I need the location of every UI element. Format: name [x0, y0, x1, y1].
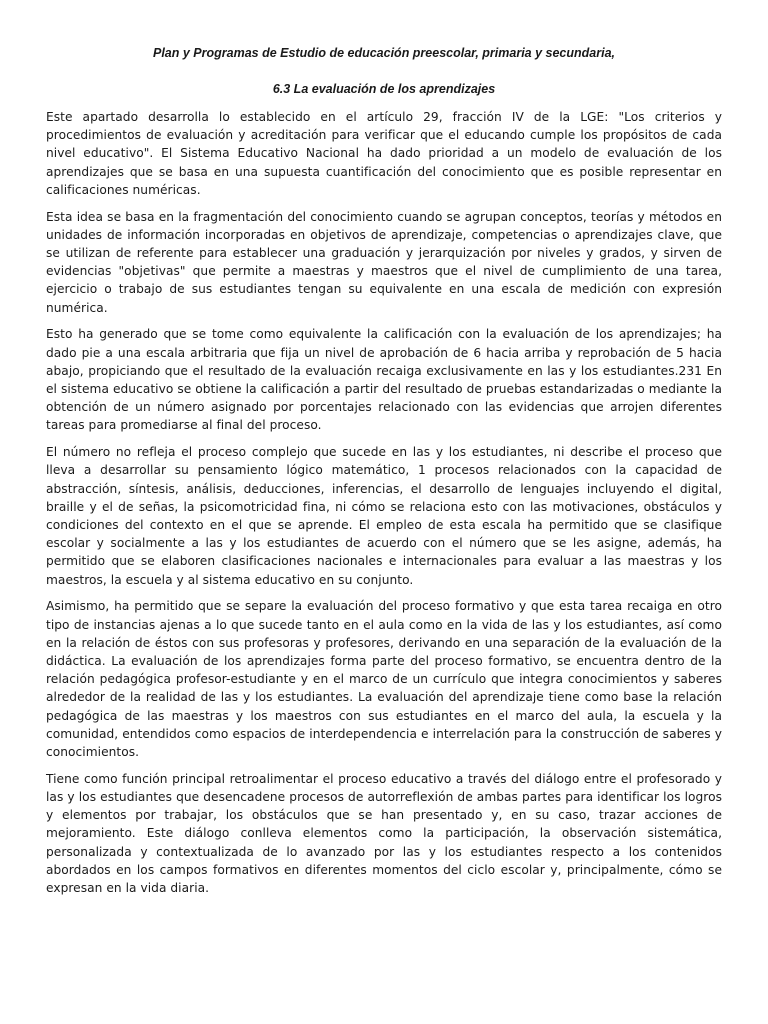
paragraph: Asimismo, ha permitido que se separe la evaluación del proceso formativo y que esta tarea recaiga en otro tipo de instancias ajenas a lo que sucede tanto en el aula como en la vida de las y los estudiantes, así como en la relación de éstos con sus profesoras y profesores, derivando en una separación de la evaluación de la didáctica. La evaluación de los aprendizajes forma parte del proceso formativo, se encuentra dentro de la relación pedagógica profesor-estudiante y en el marco de un currículo que integra conocimientos y saberes alrededor de la realidad de las y los estudiantes. La evaluación del aprendizaje tiene como base la relación pedagógica de las maestras y los maestros con sus estudiantes en el marco del aula, la escuela y la comunidad, entendidos como espacios de interdependencia e interrelación para la construcción de saberes y conocimientos. — [46, 599, 722, 760]
paragraph: Esta idea se basa en la fragmentación del conocimiento cuando se agrupan conceptos, teorías y métodos en unidades de información incorporadas en objetivos de aprendizaje, competencias o aprendizajes clave, que se utilizan de referente para establecer una graduación y jerarquización por niveles y grados, y sirven de evidencias "objetivas" que permite a maestras y maestros que el nivel de cumplimiento de una tarea, ejercicio o trabajo de sus estudiantes tengan su equivalente en una escala de medición con expresión numérica. — [46, 209, 722, 315]
paragraph: Tiene como función principal retroalimentar el proceso educativo a través del diálogo entre el profesorado y las y los estudiantes que desencadene procesos de autorreflexión de ambas partes para identificar los logros y elementos por trabajar, los obstáculos que se han presentado y, en su caso, trazar acciones de mejoramiento. Este diálogo conlleva elementos como la participación, la observación sistemática, personalizada y contextualizada de lo avanzado por las y los estudiantes respecto a los contenidos abordados en los campos formativos en diferentes momentos del ciclo escolar y, principalmente, cómo se expresan en la vida diaria. — [46, 771, 722, 896]
paragraph: Esto ha generado que se tome como equivalente la calificación con la evaluación de los aprendizajes; ha dado pie a una escala arbitraria que fija un nivel de aprobación de 6 hacia arriba y reprobación de 5 hacia abajo, propiciando que el resultado de la evaluación recaiga exclusivamente en las y los estudiantes.231 En el sistema educativo se obtiene la calificación a partir del resultado de pruebas estandarizadas o mediante la obtención de un número asignado por porcentajes relacionado con las evidencias que arrojen diferentes tareas para promediarse al final del proceso. — [46, 327, 722, 433]
paragraph: Este apartado desarrolla lo establecido en el artículo 29, fracción IV de la LGE: "Los criterios y procedimientos de evaluación y acreditación para verificar que el educando cumple los propósitos de cada nivel educativo". El Sistema Educativo Nacional ha dado prioridad a un modelo de evaluación de los aprendizajes que se basa en una supuesta cuantificación del conocimiento que es posible representar en calificaciones numéricas. — [46, 110, 722, 197]
document-page — [46, 44, 722, 906]
section-heading: 6.3 La evaluación de los aprendizajes — [272, 82, 496, 96]
document-body — [46, 108, 722, 897]
document-title: Plan y Programas de Estudio de educación preescolar, primaria y secundaria, — [153, 46, 615, 60]
paragraph: El número no refleja el proceso complejo que sucede en las y los estudiantes, ni describe el proceso que lleva a desarrollar su pensamiento lógico matemático, 1 procesos relacionados con la capacidad de abstracción, síntesis, análisis, deducciones, inferencias, el desarrollo de lenguajes incluyendo el digital, braille y el de señas, la psicomotricidad fina, ni cómo se relaciona esto con las motivaciones, obstáculos y condiciones del contexto en el que se aprende. El empleo de esta escala ha permitido que se clasifique escolar y socialmente a las y los estudiantes de acuerdo con el número que se les asigne, además, ha permitido que se elaboren clasificaciones nacionales e internacionales para evaluar a las maestras y los maestros, la escuela y al sistema educativo en su conjunto. — [46, 445, 722, 587]
